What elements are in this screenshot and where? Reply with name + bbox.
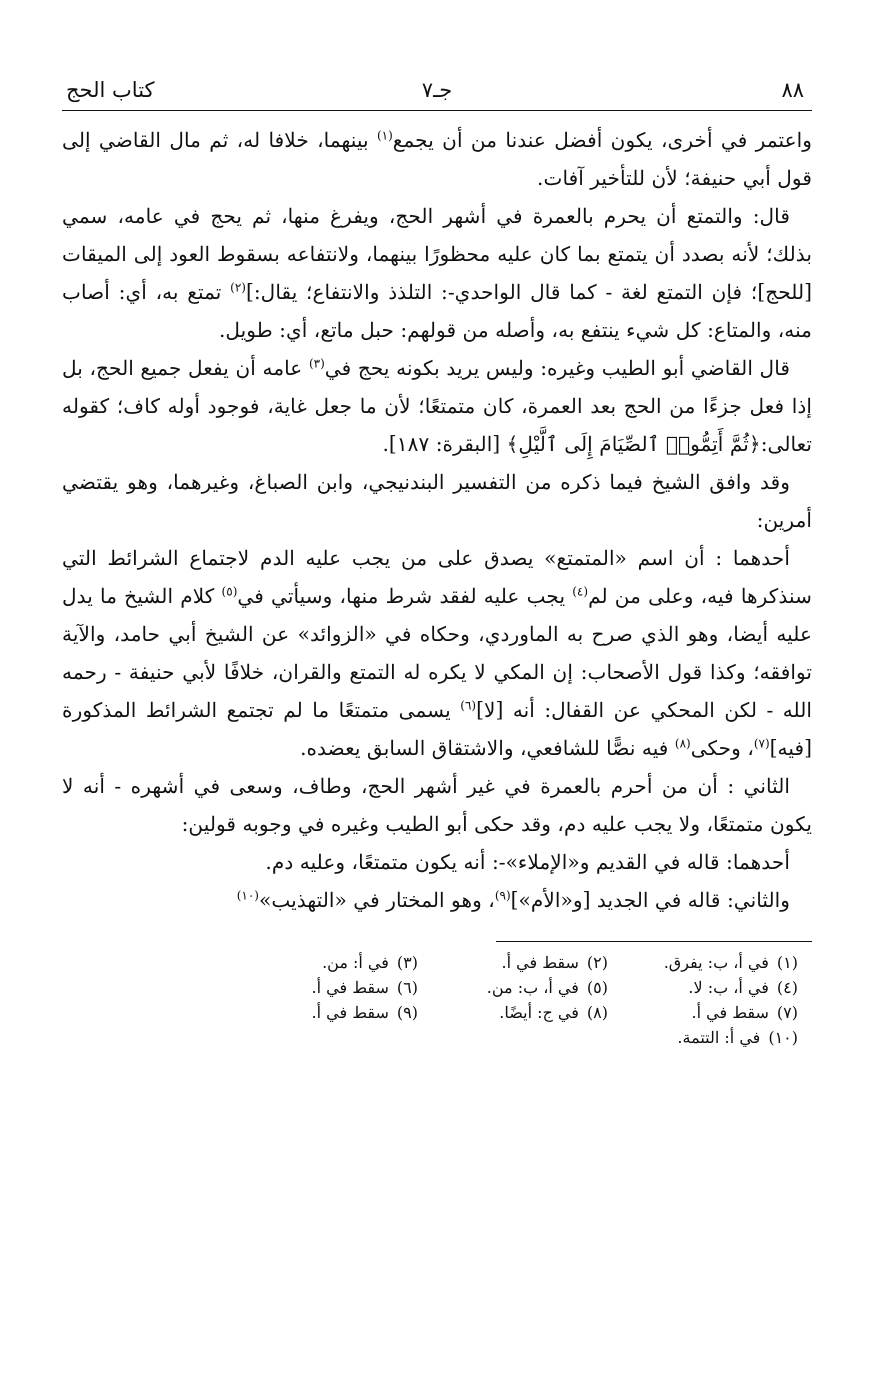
footnote-number: (٩) (396, 1003, 418, 1022)
footnote-text: في أ، ب: يفرق. (663, 953, 769, 972)
footnote-reference: (٨) (674, 736, 691, 751)
footnote-number: (١٠) (768, 1028, 798, 1047)
footnote-text: سقط في أ. (691, 1003, 769, 1022)
volume-label: جـ٧ (421, 78, 453, 102)
text-segment: بينهما، خلافا له، ثم مال القاضي إلى قول أبي حنيفة؛ لأن للتأخير آفات. (62, 128, 812, 190)
text-segment: كلام الشيخ ما يدل عليه أيضا، وهو الذي صرح به الماوردي، وحكاه في «الزوائد» عن الشيخ أبي حامد، والآية توافقه؛ وكذا قول الأصحاب: إن المكي لا يكره له التمتع والقران، خلافًا لأبي حنيفة - رحمه الله - لكن المحكي عن القفال: أنه [لا] (62, 584, 812, 722)
text-segment: يسمى متمتعًا ما لم تجتمع الشرائط المذكورة [فيه] (62, 698, 812, 760)
footnote-text: في أ، ب: من. (486, 978, 579, 997)
footnote-item (418, 1000, 608, 1025)
footnote-reference: (٤) (572, 584, 589, 599)
text-segment: تمتع به، أي: أصاب منه، والمتاع: كل شيء ينتفع به، وأصله من قولهم: حبل ماتع، أي: طويل. (62, 280, 812, 342)
header-rule (62, 110, 812, 111)
text-segment: الثاني : أن من أحرم بالعمرة في غير أشهر الحج، وطاف، وسعى في أشهره - أنه لا يكون متمتعًا، ولا يجب عليه دم، وقد حكى أبو الطيب وغيره في وجوبه قولين: (62, 774, 812, 836)
text-segment: قال: والتمتع أن يحرم بالعمرة في أشهر الحج، ويفرغ منها، ثم يحج في عامه، سمي بذلك؛ لأنه بصدد أن يتمتع بما كان عليه محظورًا بينهما، ولانتفاعه بسقوط العود إلى الميقات [للحج]؛ فإن التمتع لغة - كما قال الواحدي-: التلذذ والانتفاع؛ يقال:] (62, 204, 812, 304)
paragraph (62, 349, 812, 463)
footnote-reference: (٥) (221, 584, 238, 599)
text-segment: ، وهو المختار في «التهذيب» (258, 888, 495, 912)
text-segment: وقد وافق الشيخ فيما ذكره من التفسير البندنيجي، وابن الصباغ، وغيرهما، وهو يقتضي أمرين: (62, 470, 812, 532)
footnote-number: (٣) (396, 953, 418, 972)
text-segment: والثاني: قاله في الجديد [و«الأم»] (510, 888, 790, 912)
footnote-reference: (٢) (230, 280, 246, 295)
text-segment: واعتمر في أخرى، يكون أفضل عندنا من أن يجمع (392, 128, 812, 152)
text-segment: فيه نصًّا للشافعي، والاشتقاق السابق يعضده. (300, 736, 675, 760)
footnote-item (608, 1025, 798, 1050)
text-segment: قال القاضي أبو الطيب وغيره: وليس يريد بكونه يحج في (324, 356, 790, 380)
footnote-reference: (٧) (753, 736, 770, 751)
book-title: كتاب الحج (66, 78, 155, 102)
footnote-reference: (٣) (308, 356, 325, 371)
footnote-item (228, 975, 418, 1000)
footnote-reference: (٦) (460, 698, 477, 713)
paragraph (62, 197, 812, 349)
text-segment: ، وحكى (690, 736, 754, 760)
footnote-number: (٧) (776, 1003, 798, 1022)
footnote-text: سقط في أ. (311, 1003, 389, 1022)
footnote-item (608, 1000, 798, 1025)
footnote-item (418, 975, 608, 1000)
text-segment: عامه أن يفعل جميع الحج، بل إذا فعل جزءًا من الحج بعد العمرة، كان متمتعًا؛ لأن ما جعل غاية، فوجود أوله كاف؛ كقوله تعالى:﴿ثُمَّ أَتِمُّوا۟ ٱلصِّيَامَ إِلَى ٱلَّيْلِ﴾ [البقرة: ١٨٧]. (62, 356, 812, 456)
paragraph (62, 767, 812, 843)
footnote-number: (٤) (776, 978, 798, 997)
footnote-text: في أ، ب: لا. (688, 978, 769, 997)
text-segment: أحدهما: قاله في القديم و«الإملاء»-: أنه يكون متمتعًا، وعليه دم. (265, 850, 790, 874)
footnote-number: (٨) (586, 1003, 608, 1022)
paragraph (62, 843, 812, 881)
footnote-text: سقط في أ. (501, 953, 579, 972)
footnote-reference: (١) (376, 128, 393, 143)
paragraph (62, 881, 812, 919)
text-segment: أحدهما : أن اسم «المتمتع» يصدق على من يجب عليه الدم لاجتماع الشرائط التي سنذكرها فيه، وعلى من لم (62, 546, 813, 608)
footnote-item (608, 975, 798, 1000)
footnote-number: (٢) (586, 953, 608, 972)
footnote-text: في ج: أيضًا. (499, 1003, 579, 1022)
book-page (62, 74, 812, 1050)
footnote-reference: (١٠) (236, 888, 259, 903)
footnote-item (228, 1000, 418, 1025)
footnote-number: (٦) (396, 978, 418, 997)
footnote-text: سقط في أ. (311, 978, 389, 997)
main-text (62, 121, 812, 919)
footnote-text: في أ: التتمة. (677, 1028, 761, 1047)
footnote-number: (٥) (586, 978, 608, 997)
paragraph (62, 121, 812, 197)
footnote-item (418, 950, 608, 975)
footnote-number: (١) (776, 953, 798, 972)
page-header (62, 74, 812, 108)
footnotes (62, 950, 812, 1050)
paragraph (62, 539, 812, 767)
footnote-rule (496, 941, 812, 942)
page-number: ٨٨ (781, 78, 804, 102)
footnote-item (608, 950, 798, 975)
paragraph (62, 463, 812, 539)
footnote-text: في أ: من. (322, 953, 389, 972)
footnote-item (228, 950, 418, 975)
text-segment: يجب عليه لفقد شرط منها، وسيأتي في (237, 584, 573, 608)
footnote-reference: (٩) (494, 888, 511, 903)
